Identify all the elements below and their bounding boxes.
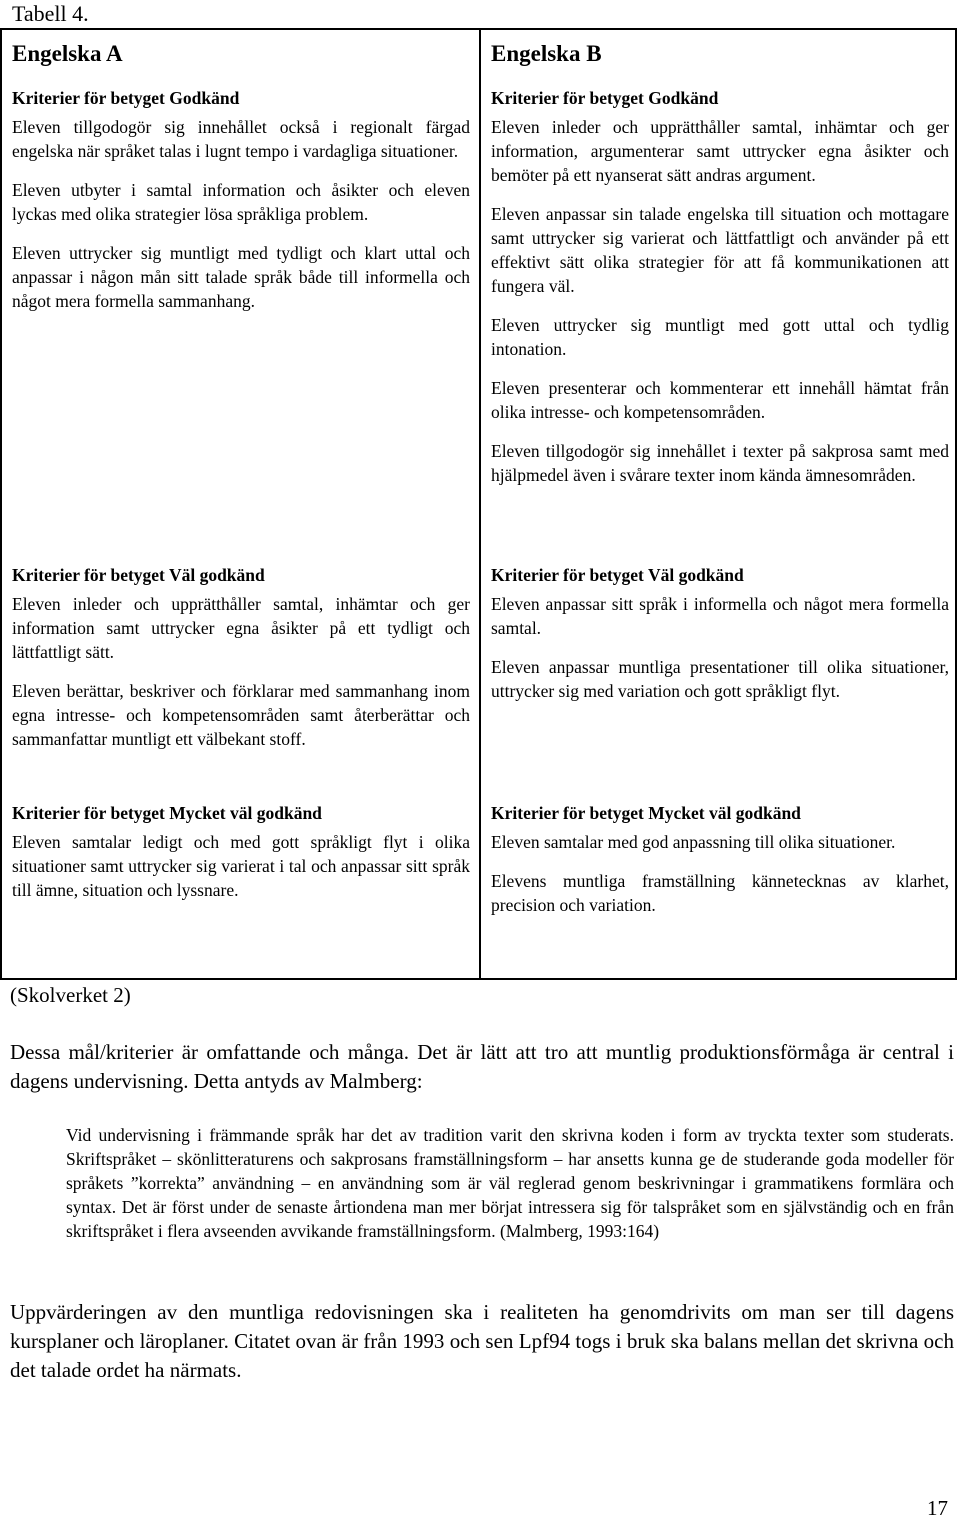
intro-paragraph: Dessa mål/kriterier är omfattande och många. Det är lätt att tro att muntlig produktionsförmåga är central i dagens undervisning. Detta antyds av Malmberg:	[10, 1040, 954, 1093]
section-title: Kriterier för betyget Mycket väl godkänd	[12, 803, 322, 823]
criterion-text: Eleven inleder och upprätthåller samtal, inhämtar och ger information, argumenterar samt uttrycker egna åsikter och bemöter på ett nyanserat sätt andras argument.	[491, 117, 949, 185]
engelska-b-godkand-section	[491, 86, 949, 502]
engelska-b-heading: Engelska B	[491, 41, 602, 66]
engelska-b-val-godkand-section	[491, 563, 949, 718]
criterion-text: Eleven anpassar sin talade engelska till situation och mottagare samt uttrycker sig varierat och lättfattligt och använder på ett effektivt sätt olika strategier för att få kommunikationen att fungera väl.	[491, 204, 949, 296]
source-reference: (Skolverket 2)	[10, 983, 131, 1007]
criterion-text: Eleven berättar, beskriver och förklarar med sammanhang inom egna intresse- och kompetensområden samt återberättar och sammanfattar muntligt ett välbekant stoff.	[12, 681, 470, 749]
engelska-b-column	[480, 29, 956, 979]
engelska-b-mycket-val-godkand-section	[491, 801, 949, 932]
section-title: Kriterier för betyget Mycket väl godkänd	[491, 803, 801, 823]
section-title: Kriterier för betyget Väl godkänd	[491, 565, 744, 585]
engelska-a-val-godkand-section	[12, 563, 470, 766]
engelska-a-heading: Engelska A	[12, 41, 123, 66]
criterion-text: Eleven uttrycker sig muntligt med tydligt och klart uttal och anpassar i någon mån sitt talade språk både till informella och något mera formella sammanhang.	[12, 243, 470, 311]
engelska-a-godkand-section	[12, 86, 470, 328]
criterion-text: Eleven inleder och upprätthåller samtal, inhämtar och ger information samt uttrycker egna åsikter på ett tydligt och lättfattligt sätt.	[12, 594, 470, 662]
closing-paragraph: Uppvärderingen av den muntliga redovisningen ska i realiteten ha genomdrivits om man ser till dagens kursplaner och läroplaner. Citatet ovan är från 1993 och sen Lpf94 togs i bruk ska balans mellan det skrivna och det talade ordet ha närmats.	[10, 1300, 954, 1382]
criteria-table	[0, 28, 957, 980]
criterion-text: Eleven anpassar muntliga presentationer till olika situationer, uttrycker sig med variation och gott språkligt flyt.	[491, 657, 949, 701]
criterion-text: Eleven tillgodogör sig innehållet också i regionalt färgad engelska när språket talas i lugnt tempo i vardagliga situationer.	[12, 117, 470, 161]
engelska-a-mycket-val-godkand-section	[12, 801, 470, 917]
section-title: Kriterier för betyget Godkänd	[12, 88, 240, 108]
table-caption: Tabell 4.	[12, 1, 89, 26]
criterion-text: Eleven tillgodogör sig innehållet i texter på sakprosa samt med hjälpmedel även i svårare texter inom kända ämnesområden.	[491, 441, 949, 485]
criterion-text: Eleven samtalar med god anpassning till olika situationer.	[491, 832, 896, 852]
section-title: Kriterier för betyget Väl godkänd	[12, 565, 265, 585]
criterion-text: Eleven anpassar sitt språk i informella och något mera formella samtal.	[491, 594, 949, 638]
criterion-text: Eleven samtalar ledigt och med gott språkligt flyt i olika situationer samt uttrycker sig varierat i tal och anpassar sitt språk till ämne, situation och lyssnare.	[12, 832, 470, 900]
criterion-text: Eleven uttrycker sig muntligt med gott uttal och tydlig intonation.	[491, 315, 949, 359]
block-quote: Vid undervisning i främmande språk har det av tradition varit den skrivna koden i form av tryckta texter som studerats. Skriftspråket – skönlitteraturens och sakprosans framställningsform – har ansetts kunna ge de studerande goda modeller för språkets ”korrekta” användning – en användning som är väl reglerad genom beskrivningar i grammatikens formlära och syntax. Det är först under de senaste årtiondena man mer börjat intressera sig för talspråket som en självständig och en från skriftspråket i flera avseenden avvikande framställningsform. (Malmberg, 1993:164)	[66, 1125, 954, 1241]
criterion-text: Elevens muntliga framställning kännetecknas av klarhet, precision och variation.	[491, 871, 949, 915]
page-number: 17	[927, 1496, 948, 1520]
criterion-text: Eleven utbyter i samtal information och åsikter och eleven lyckas med olika strategier lösa språkliga problem.	[12, 180, 470, 224]
criterion-text: Eleven presenterar och kommenterar ett innehåll hämtat från olika intresse- och kompetensområden.	[491, 378, 949, 422]
section-title: Kriterier för betyget Godkänd	[491, 88, 719, 108]
engelska-a-column	[1, 29, 480, 979]
